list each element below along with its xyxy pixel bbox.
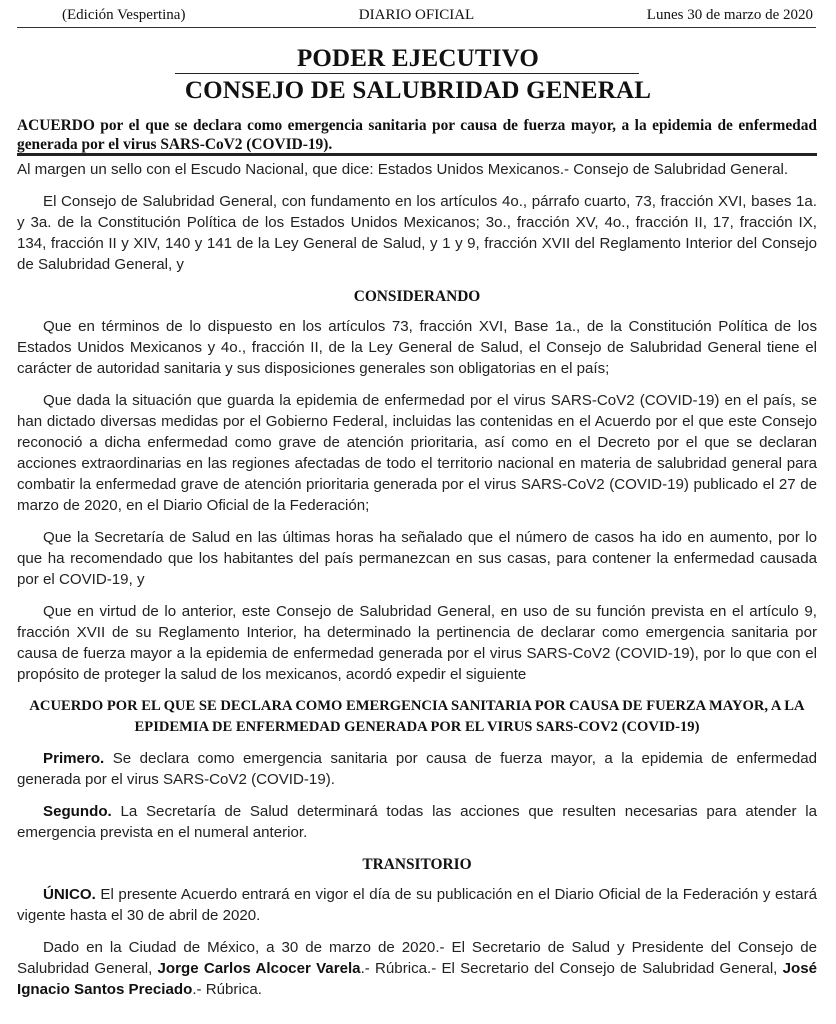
edition-label: (Edición Vespertina) <box>62 7 186 23</box>
page-header <box>17 5 816 27</box>
publication-name: DIARIO OFICIAL <box>358 7 475 23</box>
closing-text: Dado en la Ciudad de México, a 30 de marzo de 2020.- El Secretario de Salud y Presidente del Consejo de Salubridad General, <box>17 939 817 977</box>
section-title: PODER EJECUTIVO <box>296 45 540 72</box>
acuerdo-heading: ACUERDO por el que se declara como emergencia sanitaria por causa de fuerza mayor, a la epidemia de enfermedad generada por el virus SARS-CoV2 (COVID-19). <box>17 117 817 153</box>
article-primero <box>17 748 817 790</box>
article-text: Se declara como emergencia sanitaria por causa de fuerza mayor, a la epidemia de enfermedad generada por el virus SARS-CoV2 (COVID-19). <box>17 750 817 788</box>
article-segundo <box>17 801 817 843</box>
considerando-paragraph: Que la Secretaría de Salud en las últimas horas ha señalado que el número de casos ha ido en aumento, por lo que ha recomendado que los habitantes del país permanezcan en sus casas, para contener la enfermedad causada por el COVID-19, y <box>17 529 817 588</box>
acuerdo-caps-title: ACUERDO POR EL QUE SE DECLARA COMO EMERGENCIA SANITARIA POR CAUSA DE FUERZA MAYOR, A LA EPIDEMIA DE ENFERMEDAD GENERADA POR EL VIRUS SARS-COV2 (COVID-19) <box>29 698 805 735</box>
title-divider <box>175 73 639 74</box>
considerando-title: CONSIDERANDO <box>353 288 481 305</box>
signatory-name: Jorge Carlos Alcocer Varela <box>157 960 361 977</box>
closing-paragraph <box>17 937 817 1000</box>
considerando-paragraph: Que dada la situación que guarda la epidemia de enfermedad por el virus SARS-CoV2 (COVID-19) en el país, se han dictado diversas medidas por el Gobierno Federal, incluidas las contenidas en el Acuerdo por el que este Consejo reconoció a dicha enfermedad como grave de atención prioritaria, así como en el Decreto por el que se declaran acciones extraordinarias en las regiones afectadas de todo el territorio nacional en materia de salubridad general para combatir la enfermedad grave de atención prioritaria generada por el virus SARS-CoV2 (COVID-19) publicado el 27 de marzo de 2020, en el Diario Oficial de la Federación; <box>17 392 817 514</box>
heading-divider <box>17 153 817 156</box>
considerando-paragraph: Que en virtud de lo anterior, este Consejo de Salubridad General, en uso de su función prevista en el artículo 9, fracción XVII de su Reglamento Interior, ha determinado la pertinencia de declarar como emergencia sanitaria por causa de fuerza mayor a la epidemia de enfermedad generada por el virus SARS-CoV2 (COVID-19), por lo que con el propósito de proteger la salud de los mexicanos, acordó expedir el siguiente <box>17 603 817 683</box>
header-divider <box>17 27 816 28</box>
seal-paragraph: Al margen un sello con el Escudo Nacional, que dice: Estados Unidos Mexicanos.- Consejo de Salubridad General. <box>17 161 789 178</box>
signatory-name: José Ignacio Santos Preciado <box>17 960 817 998</box>
closing-text: .- Rúbrica.- El Secretario del Consejo de Salubridad General, <box>360 960 783 977</box>
fundamento-paragraph: El Consejo de Salubridad General, con fundamento en los artículos 4o., párrafo cuarto, 73, fracción XVI, bases 1a. y 3a. de la Constitución Política de los Estados Unidos Mexicanos; 3o., fracción XV, 4o., fracción II, 17, fracción IX, 134, fracción II y XIV, 140 y 141 de la Ley General de Salud, y 1 y 9, fracción XVII del Reglamento Interior del Consejo de Salubridad General, y <box>17 193 817 273</box>
article-text: La Secretaría de Salud determinará todas las acciones que resulten necesarias para atender la emergencia prevista en el numeral anterior. <box>17 803 817 841</box>
article-label: Primero. <box>43 750 105 767</box>
document-body <box>17 159 817 1011</box>
considerando-paragraph: Que en términos de lo dispuesto en los artículos 73, fracción XVI, Base 1a., de la Constitución Política de los Estados Unidos Mexicanos y 4o., fracción II, de la Ley General de Salud, el Consejo de Salubridad General tiene el carácter de autoridad sanitaria y sus disposiciones generales son obligatorias en el país; <box>17 318 817 377</box>
agency-title: CONSEJO DE SALUBRIDAD GENERAL <box>184 77 652 104</box>
transitorio-label: ÚNICO. <box>43 886 96 903</box>
transitorio-text: El presente Acuerdo entrará en vigor el día de su publicación en el Diario Oficial de la Federación y estará vigente hasta el 30 de abril de 2020. <box>17 886 817 924</box>
closing-text: .- Rúbrica. <box>192 981 262 998</box>
publication-date: Lunes 30 de marzo de 2020 <box>646 7 813 23</box>
transitorio-title: TRANSITORIO <box>362 856 472 873</box>
transitorio-paragraph <box>17 884 817 926</box>
article-label: Segundo. <box>43 803 112 820</box>
